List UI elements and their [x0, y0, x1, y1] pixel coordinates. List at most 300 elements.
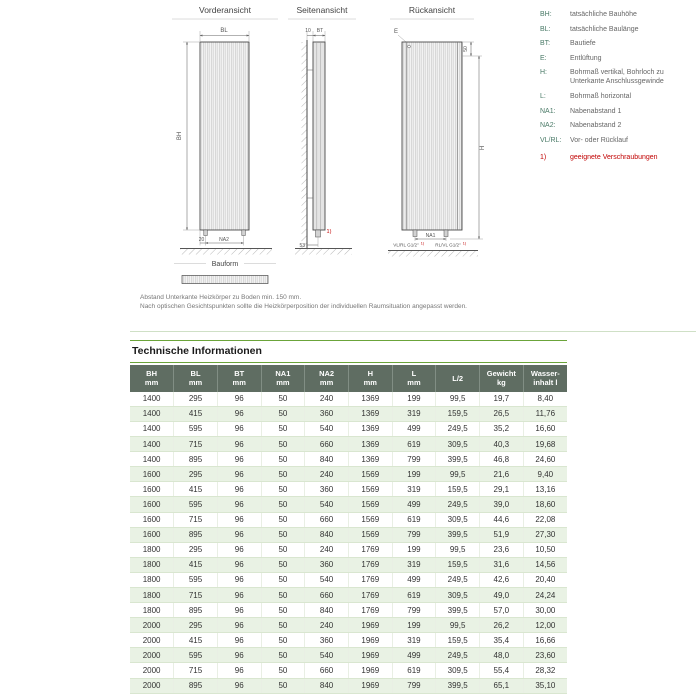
- table-cell: 39,0: [480, 497, 524, 512]
- legend-desc: Entlüftung: [570, 54, 602, 62]
- table-cell: 415: [174, 406, 218, 421]
- side-ref-mark: 1): [326, 229, 332, 235]
- table-row: [130, 497, 567, 512]
- footnotes: [140, 293, 467, 311]
- table-cell: 540: [305, 421, 349, 436]
- table-cell: 1369: [348, 452, 392, 467]
- side-valve: [316, 230, 321, 237]
- table-cell: 50: [261, 587, 305, 602]
- legend-item: [540, 39, 698, 48]
- table-row: [130, 512, 567, 527]
- table-cell: 1769: [348, 572, 392, 587]
- table-cell: 159,5: [436, 557, 480, 572]
- table-cell: 309,5: [436, 437, 480, 452]
- footnote-line: Nach optischen Gesichtspunkten sollte die Heizkörperposition der individuellen Raumsituation angepasst werden.: [140, 303, 467, 311]
- legend-term: L:: [540, 93, 546, 101]
- table-row: [130, 572, 567, 587]
- table-cell: 50: [261, 678, 305, 693]
- table-cell: 99,5: [436, 542, 480, 557]
- table-header-cell: H mm: [348, 365, 392, 392]
- legend-desc: Bohrmaß vertikal, Bohrloch zu Unterkante Anschlussgewinde: [570, 69, 664, 86]
- table-cell: 50: [261, 406, 305, 421]
- table-cell: 619: [392, 663, 436, 678]
- table-cell: 1400: [130, 437, 174, 452]
- table-cell: 415: [174, 633, 218, 648]
- table-row: [130, 437, 567, 452]
- table-cell: 23,6: [480, 542, 524, 557]
- spec-table: [130, 365, 567, 694]
- table-cell: 309,5: [436, 663, 480, 678]
- table-cell: 1969: [348, 618, 392, 633]
- table-cell: 595: [174, 572, 218, 587]
- table-cell: 1969: [348, 678, 392, 693]
- table-cell: 16,60: [523, 421, 567, 436]
- table-cell: 65,1: [480, 678, 524, 693]
- table-cell: 619: [392, 437, 436, 452]
- table-cell: 30,00: [523, 603, 567, 618]
- table-cell: 499: [392, 572, 436, 587]
- table-row: [130, 421, 567, 436]
- table-cell: 595: [174, 648, 218, 663]
- table-cell: 309,5: [436, 512, 480, 527]
- table-cell: 96: [217, 678, 261, 693]
- table-cell: 55,4: [480, 663, 524, 678]
- table-cell: 2000: [130, 678, 174, 693]
- table-cell: 415: [174, 557, 218, 572]
- table-header-cell: L/2: [436, 365, 480, 392]
- table-cell: 715: [174, 512, 218, 527]
- table-cell: 360: [305, 557, 349, 572]
- table-cell: 319: [392, 557, 436, 572]
- table-cell: 895: [174, 678, 218, 693]
- table-cell: 96: [217, 467, 261, 482]
- table-cell: 360: [305, 633, 349, 648]
- table-cell: 619: [392, 512, 436, 527]
- table-cell: 199: [392, 542, 436, 557]
- table-cell: 26,2: [480, 618, 524, 633]
- table-cell: 540: [305, 497, 349, 512]
- legend-term: H:: [540, 69, 547, 77]
- dim-label-53: 53: [299, 243, 305, 249]
- table-cell: 295: [174, 618, 218, 633]
- table-row: [130, 406, 567, 421]
- table-cell: 1769: [348, 557, 392, 572]
- table-cell: 23,60: [523, 648, 567, 663]
- connection-ref-right: 1): [462, 241, 467, 246]
- table-cell: 1400: [130, 392, 174, 407]
- table-cell: 499: [392, 421, 436, 436]
- table-cell: 240: [305, 392, 349, 407]
- table-row: [130, 603, 567, 618]
- table-cell: 399,5: [436, 603, 480, 618]
- wall-hatch: [302, 42, 308, 248]
- table-cell: 1969: [348, 633, 392, 648]
- table-cell: 840: [305, 603, 349, 618]
- table-cell: 13,16: [523, 482, 567, 497]
- table-cell: 2000: [130, 648, 174, 663]
- table-cell: 50: [261, 557, 305, 572]
- table-cell: 1600: [130, 482, 174, 497]
- legend-term: 1): [540, 153, 547, 161]
- table-cell: 840: [305, 527, 349, 542]
- table-cell: 96: [217, 663, 261, 678]
- table-cell: 1569: [348, 482, 392, 497]
- table-cell: 50: [261, 572, 305, 587]
- table-cell: 19,68: [523, 437, 567, 452]
- table-cell: 50: [261, 482, 305, 497]
- table-cell: 399,5: [436, 678, 480, 693]
- legend-term: BL:: [540, 25, 551, 33]
- table-cell: 715: [174, 663, 218, 678]
- legend-term: BT:: [540, 40, 551, 48]
- legend-desc: Bautiefe: [570, 40, 596, 48]
- table-cell: 96: [217, 406, 261, 421]
- table-row: [130, 633, 567, 648]
- bauform-title: Bauform: [211, 261, 239, 268]
- dim-label-e: E: [393, 29, 399, 35]
- table-cell: 35,10: [523, 678, 567, 693]
- table-cell: 14,56: [523, 557, 567, 572]
- spec-table-body: [130, 392, 567, 693]
- radiator-side-body: [313, 42, 325, 230]
- table-cell: 540: [305, 648, 349, 663]
- table-cell: 96: [217, 512, 261, 527]
- table-cell: 96: [217, 542, 261, 557]
- table-cell: 540: [305, 572, 349, 587]
- table-cell: 50: [261, 512, 305, 527]
- legend: [540, 10, 698, 168]
- table-cell: 50: [261, 618, 305, 633]
- table-cell: 44,6: [480, 512, 524, 527]
- table-cell: 42,6: [480, 572, 524, 587]
- legend-term: VL/RL:: [540, 136, 562, 144]
- table-cell: 96: [217, 497, 261, 512]
- table-cell: 96: [217, 392, 261, 407]
- dim-label-na1: NA1: [425, 233, 436, 239]
- table-cell: 1800: [130, 603, 174, 618]
- table-cell: 24,24: [523, 587, 567, 602]
- legend-item: [540, 10, 698, 19]
- vent-detail: [408, 45, 411, 48]
- table-cell: 840: [305, 452, 349, 467]
- table-cell: 499: [392, 648, 436, 663]
- table-cell: 399,5: [436, 527, 480, 542]
- connection-label-right: RL/VL G1/2": [435, 242, 461, 248]
- table-title: Technische Informationen: [130, 340, 567, 363]
- table-cell: 35,2: [480, 421, 524, 436]
- table-cell: 1969: [348, 663, 392, 678]
- table-row: [130, 663, 567, 678]
- table-cell: 619: [392, 587, 436, 602]
- dim-label-h: H: [480, 145, 486, 151]
- table-cell: 96: [217, 527, 261, 542]
- front-view: [172, 5, 278, 284]
- table-row: [130, 482, 567, 497]
- front-pipe-right: [242, 230, 246, 236]
- table-cell: 159,5: [436, 482, 480, 497]
- table-cell: 415: [174, 482, 218, 497]
- table-cell: 99,5: [436, 467, 480, 482]
- table-row: [130, 618, 567, 633]
- table-cell: 1800: [130, 587, 174, 602]
- table-row: [130, 542, 567, 557]
- table-header-cell: BL mm: [174, 365, 218, 392]
- rear-pipe-right: [444, 230, 448, 237]
- table-cell: 11,76: [523, 406, 567, 421]
- legend-item: [540, 107, 698, 116]
- technical-drawing: [130, 2, 542, 294]
- table-cell: 57,0: [480, 603, 524, 618]
- table-cell: 799: [392, 678, 436, 693]
- dim-label-bt: BT: [316, 28, 324, 34]
- table-cell: 1400: [130, 421, 174, 436]
- table-cell: 96: [217, 557, 261, 572]
- table-cell: 249,5: [436, 421, 480, 436]
- table-header-cell: BT mm: [217, 365, 261, 392]
- legend-item: [540, 153, 698, 162]
- table-cell: 249,5: [436, 572, 480, 587]
- table-cell: 18,60: [523, 497, 567, 512]
- rear-view: [388, 5, 486, 257]
- floor-hatch-rear: [388, 251, 478, 257]
- table-cell: 715: [174, 587, 218, 602]
- table-cell: 1600: [130, 527, 174, 542]
- table-row: [130, 467, 567, 482]
- rear-view-title: Rückansicht: [408, 5, 456, 15]
- table-row: [130, 527, 567, 542]
- legend-desc: tatsächliche Bauhöhe: [570, 11, 637, 18]
- dim-label-20: 20: [198, 237, 205, 243]
- table-cell: 50: [261, 392, 305, 407]
- front-pipe-left: [204, 230, 208, 236]
- rear-pipe-left: [413, 230, 417, 237]
- legend-desc: Nabenabstand 1: [570, 107, 622, 115]
- table-cell: 9,40: [523, 467, 567, 482]
- table-cell: 1800: [130, 542, 174, 557]
- table-cell: 2000: [130, 618, 174, 633]
- table-cell: 10,50: [523, 542, 567, 557]
- table-cell: 399,5: [436, 452, 480, 467]
- legend-item: [540, 136, 698, 145]
- table-cell: 96: [217, 633, 261, 648]
- spec-table-head: [130, 365, 567, 392]
- table-cell: 240: [305, 467, 349, 482]
- table-cell: 199: [392, 467, 436, 482]
- table-cell: 240: [305, 542, 349, 557]
- table-cell: 660: [305, 512, 349, 527]
- legend-desc: geeignete Verschraubungen: [570, 153, 658, 161]
- table-cell: 799: [392, 527, 436, 542]
- table-cell: 1400: [130, 406, 174, 421]
- table-cell: 1369: [348, 392, 392, 407]
- table-cell: 1369: [348, 406, 392, 421]
- dim-label-na2: NA2: [219, 237, 229, 243]
- table-cell: 159,5: [436, 633, 480, 648]
- legend-item: [540, 92, 698, 101]
- table-cell: 159,5: [436, 406, 480, 421]
- table-cell: 16,66: [523, 633, 567, 648]
- table-cell: 50: [261, 467, 305, 482]
- legend-desc: Nabenabstand 2: [570, 122, 622, 130]
- table-cell: 50: [261, 542, 305, 557]
- table-cell: 1569: [348, 497, 392, 512]
- bauform-profile: [182, 276, 268, 284]
- table-cell: 360: [305, 482, 349, 497]
- table-cell: 295: [174, 392, 218, 407]
- table-cell: 50: [261, 437, 305, 452]
- table-cell: 96: [217, 421, 261, 436]
- table-cell: 1600: [130, 512, 174, 527]
- connection-label-left: VL/RL G1/2": [393, 242, 419, 248]
- legend-item: [540, 54, 698, 63]
- table-cell: 1969: [348, 648, 392, 663]
- legend-item: [540, 121, 698, 130]
- legend-term: NA2:: [540, 122, 556, 130]
- table-row: [130, 587, 567, 602]
- table-cell: 96: [217, 437, 261, 452]
- table-cell: 50: [261, 497, 305, 512]
- table-cell: 595: [174, 497, 218, 512]
- table-row: [130, 648, 567, 663]
- footnote-line: Abstand Unterkante Heizkörper zu Boden min. 150 mm.: [140, 294, 302, 301]
- floor-hatch-side: [295, 249, 352, 255]
- table-cell: 499: [392, 497, 436, 512]
- dim-label-bh: BH: [177, 131, 183, 141]
- side-view-title: Seitenansicht: [296, 5, 348, 15]
- table-cell: 20,40: [523, 572, 567, 587]
- table-cell: 19,7: [480, 392, 524, 407]
- table-cell: 715: [174, 437, 218, 452]
- table-cell: 96: [217, 618, 261, 633]
- dim-label-10: 10: [305, 28, 311, 34]
- table-cell: 40,3: [480, 437, 524, 452]
- table-row: [130, 392, 567, 407]
- table-cell: 27,30: [523, 527, 567, 542]
- table-cell: 50: [261, 452, 305, 467]
- table-cell: 96: [217, 587, 261, 602]
- table-cell: 295: [174, 542, 218, 557]
- table-cell: 319: [392, 633, 436, 648]
- table-cell: 46,8: [480, 452, 524, 467]
- table-cell: 309,5: [436, 587, 480, 602]
- table-cell: 1569: [348, 527, 392, 542]
- table-cell: 22,08: [523, 512, 567, 527]
- table-cell: 49,0: [480, 587, 524, 602]
- table-cell: 249,5: [436, 648, 480, 663]
- table-cell: 199: [392, 392, 436, 407]
- front-view-title: Vorderansicht: [199, 5, 251, 15]
- table-cell: 31,6: [480, 557, 524, 572]
- legend-desc: Bohrmaß horizontal: [570, 93, 632, 101]
- table-cell: 360: [305, 406, 349, 421]
- table-cell: 1769: [348, 542, 392, 557]
- table-row: [130, 557, 567, 572]
- dim-label-50: 50: [463, 46, 469, 52]
- table-cell: 799: [392, 603, 436, 618]
- table-cell: 895: [174, 603, 218, 618]
- table-cell: 50: [261, 633, 305, 648]
- table-cell: 50: [261, 663, 305, 678]
- table-row: [130, 452, 567, 467]
- table-header-cell: NA2 mm: [305, 365, 349, 392]
- table-cell: 12,00: [523, 618, 567, 633]
- table-cell: 1400: [130, 452, 174, 467]
- legend-desc: tatsächliche Baulänge: [570, 25, 639, 33]
- table-cell: 895: [174, 452, 218, 467]
- table-cell: 50: [261, 421, 305, 436]
- table-cell: 799: [392, 452, 436, 467]
- table-cell: 29,1: [480, 482, 524, 497]
- table-cell: 2000: [130, 633, 174, 648]
- table-cell: 1800: [130, 572, 174, 587]
- legend-term: NA1:: [540, 107, 556, 115]
- table-cell: 99,5: [436, 618, 480, 633]
- table-cell: 660: [305, 663, 349, 678]
- table-cell: 1369: [348, 421, 392, 436]
- table-cell: 319: [392, 482, 436, 497]
- table-cell: 595: [174, 421, 218, 436]
- table-cell: 319: [392, 406, 436, 421]
- legend-term: BH:: [540, 11, 552, 18]
- side-view: [288, 5, 356, 255]
- table-cell: 8,40: [523, 392, 567, 407]
- table-cell: 840: [305, 678, 349, 693]
- table-header-row: [130, 365, 567, 392]
- table-cell: 895: [174, 527, 218, 542]
- table-cell: 240: [305, 618, 349, 633]
- table-cell: 21,6: [480, 467, 524, 482]
- table-cell: 50: [261, 648, 305, 663]
- table-cell: 1600: [130, 467, 174, 482]
- legend-desc: Vor- oder Rücklauf: [570, 136, 628, 144]
- legend-term: E:: [540, 54, 547, 62]
- table-cell: 1769: [348, 587, 392, 602]
- table-cell: 48,0: [480, 648, 524, 663]
- table-cell: 96: [217, 572, 261, 587]
- table-cell: 295: [174, 467, 218, 482]
- table-cell: 1569: [348, 467, 392, 482]
- table-cell: 2000: [130, 663, 174, 678]
- table-cell: 28,32: [523, 663, 567, 678]
- table-cell: 50: [261, 527, 305, 542]
- table-cell: 660: [305, 437, 349, 452]
- table-header-cell: NA1 mm: [261, 365, 305, 392]
- table-header-cell: Gewicht kg: [480, 365, 524, 392]
- table-cell: 1600: [130, 497, 174, 512]
- table-cell: 1569: [348, 512, 392, 527]
- table-cell: 249,5: [436, 497, 480, 512]
- radiator-front-body: [200, 42, 249, 230]
- table-cell: 96: [217, 648, 261, 663]
- table-cell: 199: [392, 618, 436, 633]
- table-cell: 1769: [348, 603, 392, 618]
- table-cell: 51,9: [480, 527, 524, 542]
- table-header-cell: BH mm: [130, 365, 174, 392]
- table-cell: 660: [305, 587, 349, 602]
- table-header-cell: Wasser- inhalt l: [523, 365, 567, 392]
- table-cell: 26,5: [480, 406, 524, 421]
- technical-info-section: [130, 340, 567, 694]
- table-cell: 1800: [130, 557, 174, 572]
- table-cell: 96: [217, 452, 261, 467]
- legend-item: [540, 68, 698, 86]
- floor-hatch-front: [180, 249, 272, 255]
- radiator-rear-body: [402, 42, 462, 230]
- section-divider: [130, 331, 696, 332]
- legend-item: [540, 25, 698, 34]
- table-cell: 99,5: [436, 392, 480, 407]
- table-cell: 96: [217, 603, 261, 618]
